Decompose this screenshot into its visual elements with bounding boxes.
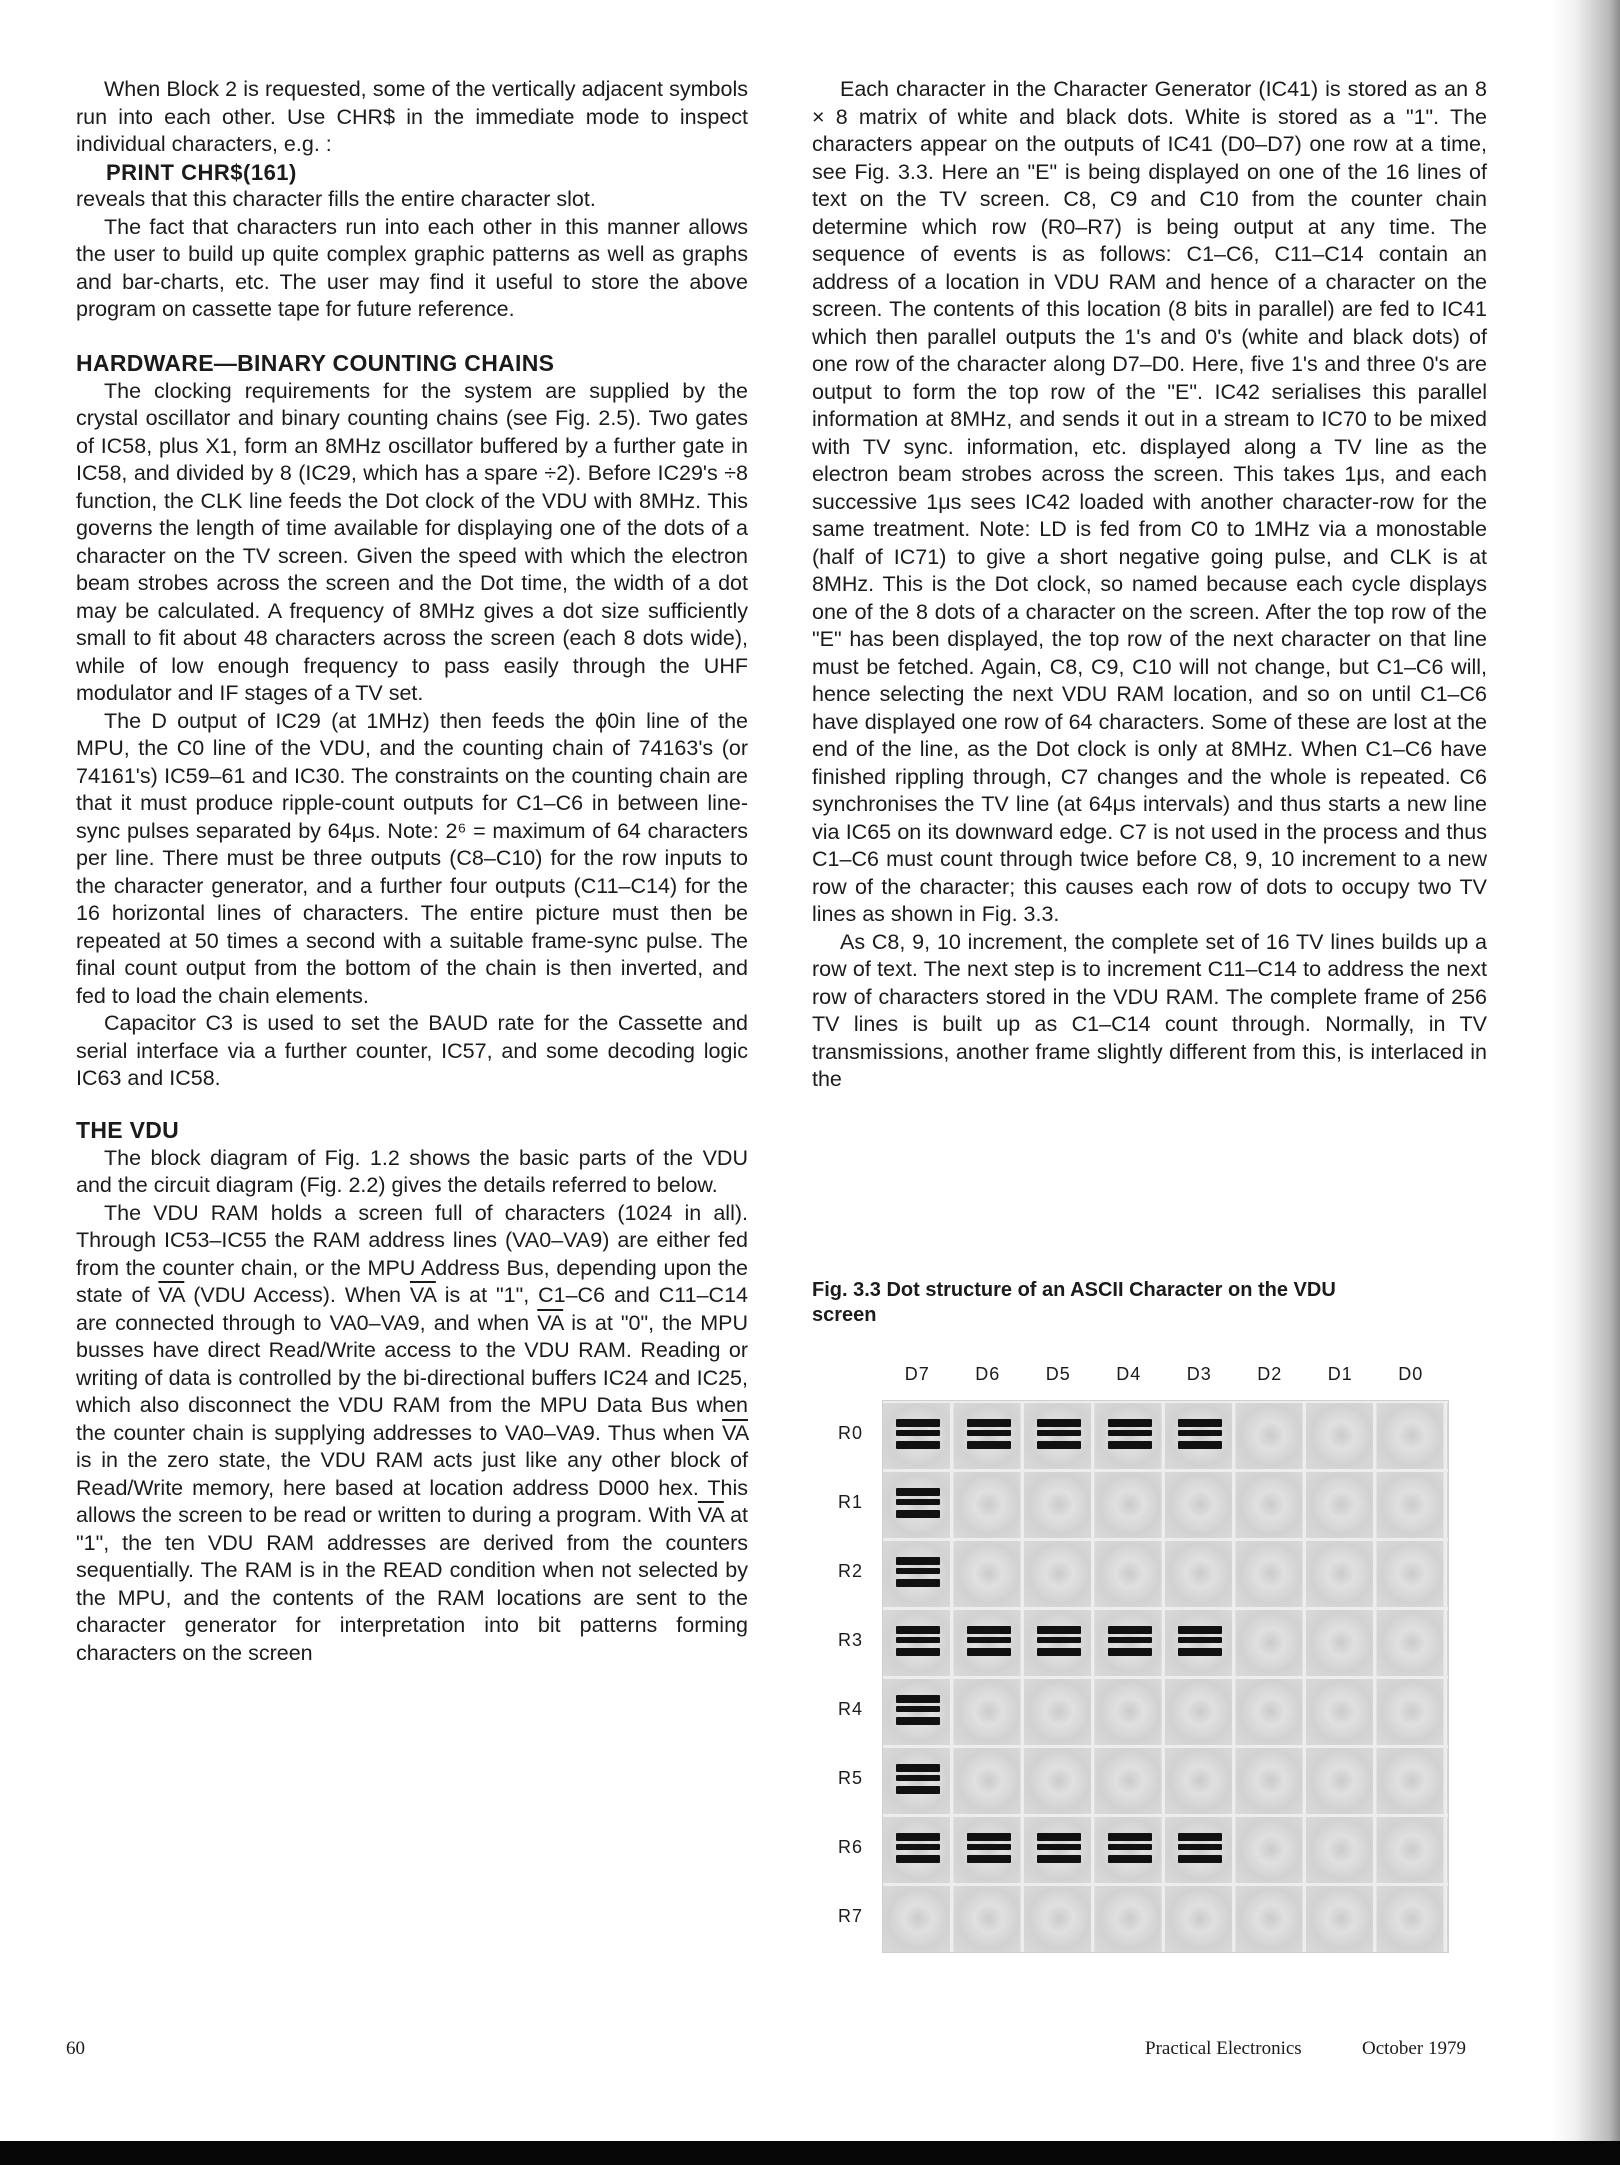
paragraph-clocking: The clocking requirements for the system are supplied by the crystal oscillator and binary counting chains (see Fig. 2.5). Two gates of IC58, plus X1, form an 8MHz oscillator buffered by a further gate in IC58, and divided by 8 (IC29, which has a spare ÷2). Before IC29's ÷8 function, the CLK line feeds the Dot clock of the VDU with 8MHz. This governs the length of time available for displaying one of the dots of a character on the TV screen. Given the speed with which the electron beam strobes across the screen and the Dot time, the width of a dot may be calculated. A frequency of 8MHz gives a dot size sufficiently small to fit about 48 characters across the screen (each 8 dots wide), while of low enough frequency to pass easily through the UHF modulator and IF stages of a TV set.	[76, 378, 748, 705]
dot-bar	[896, 1706, 940, 1712]
paragraph-block2: When Block 2 is requested, some of the vertically adjacent symbols run into each other. Use CHR$ in the immediate mode to inspect individual characters, e.g. :	[76, 77, 748, 156]
dot-bar	[967, 1833, 1011, 1841]
dot-bar	[1037, 1844, 1081, 1850]
code-example: PRINT CHR$(161)	[106, 159, 297, 185]
figure-dot-structure	[812, 1278, 1542, 1926]
dot-bar	[1178, 1844, 1222, 1850]
row-label: R1	[838, 1491, 864, 1512]
row-label: R5	[838, 1767, 864, 1788]
dot-bar	[1037, 1637, 1081, 1643]
dot-bar	[896, 1557, 940, 1565]
paragraph-d-output: The D output of IC29 (at 1MHz) then feeds the ϕ0in line of the MPU, the C0 line of the VDU, and the counting chain of 74163's (or 74161's) IC59–61 and IC30. The constraints on the counting chain are that it must produce ripple-count outputs for C1–C6 in between line-sync pulses separated by 64μs. Note: 2⁶ = maximum of 64 characters per line. There must be three outputs (C8–C10) for the row inputs to the character generator, and a further four outputs (C11–C14) for the 16 horizontal lines of characters. The entire picture must then be repeated at 50 times a second with a suitable frame-sync pulse. The final count output from the bottom of the chain is then inverted, and fed to load the chain elements.	[76, 708, 748, 1008]
column-label: D7	[904, 1364, 930, 1384]
paragraph-reveals: reveals that this character fills the entire character slot.	[76, 187, 596, 211]
column-label: D1	[1327, 1364, 1353, 1384]
dot-bar	[896, 1833, 940, 1841]
va-signal: $\overline{VA}$	[697, 1503, 724, 1527]
dot-bar	[1108, 1648, 1152, 1656]
column-label: D3	[1186, 1364, 1212, 1384]
dot-bar	[896, 1855, 940, 1863]
dot-bar	[1108, 1637, 1152, 1643]
dot-bar	[896, 1637, 940, 1643]
dot-bar	[1108, 1855, 1152, 1863]
dot-bar	[896, 1499, 940, 1505]
left-column	[76, 76, 748, 1667]
paragraph-block-diagram: The block diagram of Fig. 1.2 shows the basic parts of the VDU and the circuit diagram (Fig. 2.2) gives the details referred to below.	[76, 1145, 748, 1197]
dot-bar	[896, 1844, 940, 1850]
dot-bar	[967, 1855, 1011, 1863]
dot-bar	[1037, 1430, 1081, 1436]
dot-bar	[967, 1844, 1011, 1850]
dot-bar	[896, 1786, 940, 1794]
dot-bar	[1178, 1833, 1222, 1841]
dot-bar	[967, 1441, 1011, 1449]
page-number: 60	[66, 2038, 85, 2059]
heading-hardware: HARDWARE—BINARY COUNTING CHAINS	[76, 349, 555, 376]
dot-bar	[1037, 1833, 1081, 1841]
dot-bar	[1037, 1441, 1081, 1449]
column-label: D2	[1257, 1364, 1283, 1384]
paragraph-graphics: The fact that characters run into each other in this manner allows the user to build up quite complex graphic patterns as well as graphs and bar-charts, etc. The user may find it useful to store the above program on cassette tape for future reference.	[76, 214, 748, 321]
dot-bar	[896, 1648, 940, 1656]
figure-caption: Fig. 3.3 Dot structure of an ASCII Character on the VDU screen	[812, 1279, 1336, 1326]
page-edge-shadow	[1550, 0, 1620, 2165]
heading-vdu: THE VDU	[76, 1116, 180, 1143]
issue-date: October 1979	[1362, 2038, 1466, 2059]
dot-bar	[1037, 1855, 1081, 1863]
dot-bar	[1108, 1419, 1152, 1427]
dot-matrix	[812, 1364, 1542, 1964]
dot-bar	[1108, 1430, 1152, 1436]
va-signal: $\overline{VA}$	[158, 1283, 185, 1307]
dot-bar	[1178, 1637, 1222, 1643]
dot-bar	[896, 1579, 940, 1587]
row-label: R2	[838, 1560, 864, 1581]
right-column	[812, 76, 1487, 1094]
dot-bar	[896, 1764, 940, 1772]
dot-bar	[1178, 1441, 1222, 1449]
va-signal: $\overline{VA}$	[722, 1420, 748, 1445]
dot-bar	[967, 1430, 1011, 1436]
dot-bar	[896, 1510, 940, 1518]
va-signal: $\overline{VA}$	[409, 1283, 436, 1307]
dot-bar	[967, 1626, 1011, 1634]
dot-bar	[967, 1637, 1011, 1643]
paragraph-capacitor: Capacitor C3 is used to set the BAUD rate for the Cassette and serial interface via a further counter, IC57, and some decoding logic IC63 and IC58.	[76, 1011, 748, 1090]
dot-bar	[896, 1430, 940, 1436]
column-label: D4	[1116, 1364, 1142, 1384]
column-label: D5	[1045, 1364, 1071, 1384]
dot-bar	[896, 1568, 940, 1574]
dot-bar	[1178, 1648, 1222, 1656]
va-signal: $\overline{VA}$	[537, 1310, 564, 1335]
dot-grid	[882, 1400, 1449, 1953]
dot-bar	[967, 1648, 1011, 1656]
paragraph-increment: As C8, 9, 10 increment, the complete set of 16 TV lines builds up a row of text. The next step is to increment C11–C14 to address the next row of characters stored in the VDU RAM. The complete frame of 256 TV lines is built up as C1–C14 count through. Normally, in TV transmissions, another frame slightly different from this, is interlaced in the	[812, 929, 1487, 1091]
dot-bar	[896, 1419, 940, 1427]
dot-bar	[1037, 1626, 1081, 1634]
dot-bar	[1178, 1855, 1222, 1863]
dot-bar	[1108, 1626, 1152, 1634]
dot-bar	[1037, 1648, 1081, 1656]
row-label: R3	[838, 1629, 864, 1650]
row-label: R6	[838, 1836, 864, 1857]
paragraph-vdu-ram: The VDU RAM holds a screen full of characters (1024 in all). Through IC53–IC55 the RAM address lines (VA0–VA9) are either fed from the counter chain, or the MPU Address Bus, depending upon the state of $\overline{VA}$ (VDU Access). When $\overline{VA}$ is at "1", C1–C6 and C11–C14 are connected through to VA0–VA9, and when $\overline{VA}$ is at "0", the MPU busses have direct Read/Write access to the VDU RAM. Reading or writing of data is controlled by the bi-directional buffers IC24 and IC25, which also disconnect the VDU RAM from the MPU Data Bus when the counter chain is supplying addresses to VA0–VA9. Thus when $\overline{VA}$ is in the zero state, the VDU RAM acts just like any other block of Read/Write memory, here based at location address D000 hex. This allows the screen to be read or written to during a program. With $\overline{VA}$ at "1", the ten VDU RAM addresses are derived from the counters sequentially. The RAM is in the READ condition when not selected by the MPU, and the contents of the RAM locations are sent to the character generator for interpretation into bit patterns forming characters on the screen	[76, 1200, 748, 1665]
dot-bar	[1108, 1833, 1152, 1841]
row-label: R4	[838, 1698, 864, 1719]
column-label: D0	[1398, 1364, 1424, 1384]
paragraph-character-generator: Each character in the Character Generator (IC41) is stored as an 8 × 8 matrix of white and black dots. White is stored as a "1". The characters appear on the outputs of IC41 (D0–D7) one row at a time, see Fig. 3.3. Here an "E" is being displayed on one of the 16 lines of text on the TV screen. C8, C9 and C10 from the counter chain determine which row (R0–R7) is being output at any time. The sequence of events is as follows: C1–C6, C11–C14 contain an address of a location in VDU RAM and hence of a character on the screen. The contents of this location (8 bits in parallel) are fed to IC41 which then parallel outputs the 1's and 0's (white and black dots) of one row of the character along D7–D0. Here, five 1's and three 0's are output to form the top row of the "E". IC42 serialises this parallel information at 8MHz, and sends it out in a stream to IC70 to be mixed with TV sync. information, etc. displayed along a TV line as the electron beam strobes across the screen. This takes 1μs, and each successive 1μs sees IC42 loaded with another character-row for the same treatment. Note: LD is fed from C0 to 1MHz via a monostable (half of IC71) to give a short negative going pulse, and CLK is at 8MHz. This is the Dot clock, so named because each cycle displays one of the 8 dots of a character on the screen. After the top row of the "E" has been displayed, the top row of the next character on that line must be fetched. Again, C8, C9, C10 will not change, but C1–C6 will, hence selecting the next VDU RAM location, and so on until C1–C6 have displayed one row of 64 characters. Some of these are lost at the end of the line, as the Dot clock is only at 8MHz. When C1–C6 have finished rippling through, C7 changes and the whole is repeated. C6 synchronises the TV line (at 64μs intervals) and thus starts a new line via IC65 on its downward edge. C7 is not used in the process and thus C1–C6 must count through twice before C8, 9, 10 increment to a new row of the character; this causes each row of dots to occupy two TV lines as shown in Fig. 3.3.	[812, 77, 1487, 926]
dot-bar	[1037, 1419, 1081, 1427]
dot-bar	[896, 1626, 940, 1634]
row-label: R7	[838, 1905, 864, 1926]
dot-bar	[1108, 1441, 1152, 1449]
dot-bar	[1178, 1626, 1222, 1634]
magazine-name: Practical Electronics	[1145, 2038, 1302, 2059]
dot-bar	[896, 1488, 940, 1496]
dot-bar	[896, 1717, 940, 1725]
dot-bar	[896, 1775, 940, 1781]
dot-bar	[967, 1419, 1011, 1427]
column-label: D6	[975, 1364, 1001, 1384]
scan-border	[0, 2141, 1620, 2165]
dot-bar	[1178, 1419, 1222, 1427]
dot-bar	[896, 1441, 940, 1449]
row-label: R0	[838, 1422, 864, 1443]
dot-bar	[1108, 1844, 1152, 1850]
dot-bar	[896, 1695, 940, 1703]
dot-bar	[1178, 1430, 1222, 1436]
